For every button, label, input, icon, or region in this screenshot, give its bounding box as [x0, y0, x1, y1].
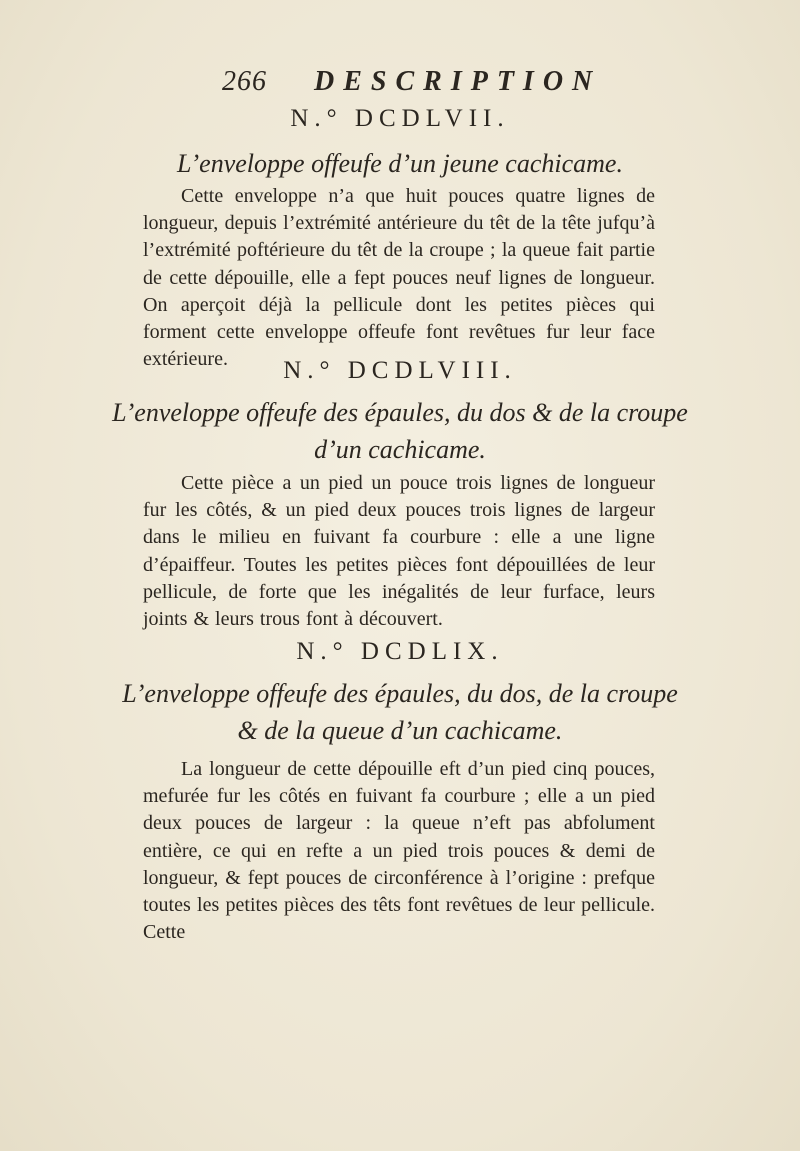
entry-number-dcdlvii: N.° DCDLVII.	[290, 105, 510, 132]
entry-title-dcdlix-line2: & de la queue d’un cachicame.	[237, 716, 563, 745]
running-title: DESCRIPTION	[314, 66, 602, 97]
entry-title-dcdlix-line1: L’enveloppe offeufe des épaules, du dos, de la croupe	[122, 679, 678, 708]
entry-body-dcdlix: La longueur de cette dépouille eft d’un pied cinq pouces, mefurée fur les côtés en fuivant fa courbure ; elle a un pied deux pouces de largeur : la queue n’eft pas abfolument entière, ce qui en refte a un pied trois pouces & demi de longueur, & fept pouces de circonférence à l’origine : prefque toutes les petites pièces des têts font revêtues de leur pellicule. Cette	[143, 758, 655, 944]
page-header	[222, 62, 642, 102]
entry-number-dcdlviii: N.° DCDLVIII.	[283, 357, 517, 384]
entry-body-dcdlvii: Cette enveloppe n’a que huit pouces quatre lignes de longueur, depuis l’extrémité antérieure du têt de la tête jufqu’à l’extrémité poftérieure du têt de la croupe ; la queue fait partie de cette dépouille, elle a fept pouces neuf lignes de longueur. On aperçoit déjà la pellicule dont les petites pièces qui forment cette enveloppe offeufe font revêtues fur leur face extérieure.	[143, 185, 655, 371]
page-number: 266	[222, 66, 267, 97]
entry-title-dcdlvii: L’enveloppe offeufe d’un jeune cachicame.	[177, 149, 623, 178]
entry-title-dcdlviii-line2: d’un cachicame.	[314, 435, 486, 464]
entry-title-dcdlviii-line1: L’enveloppe offeufe des épaules, du dos & de la croupe	[112, 398, 688, 427]
entry-number-dcdlix: N.° DCDLIX.	[296, 638, 504, 665]
entry-body-dcdlviii: Cette pièce a un pied un pouce trois lignes de longueur fur les côtés, & un pied deux pouces trois lignes de largeur dans le milieu en fuivant fa courbure : elle a une ligne d’épaiffeur. Toutes les petites pièces font dépouillées de leur pellicule, de forte que les inégalités de leur furface, leurs joints & leurs trous font à découvert.	[143, 472, 655, 631]
